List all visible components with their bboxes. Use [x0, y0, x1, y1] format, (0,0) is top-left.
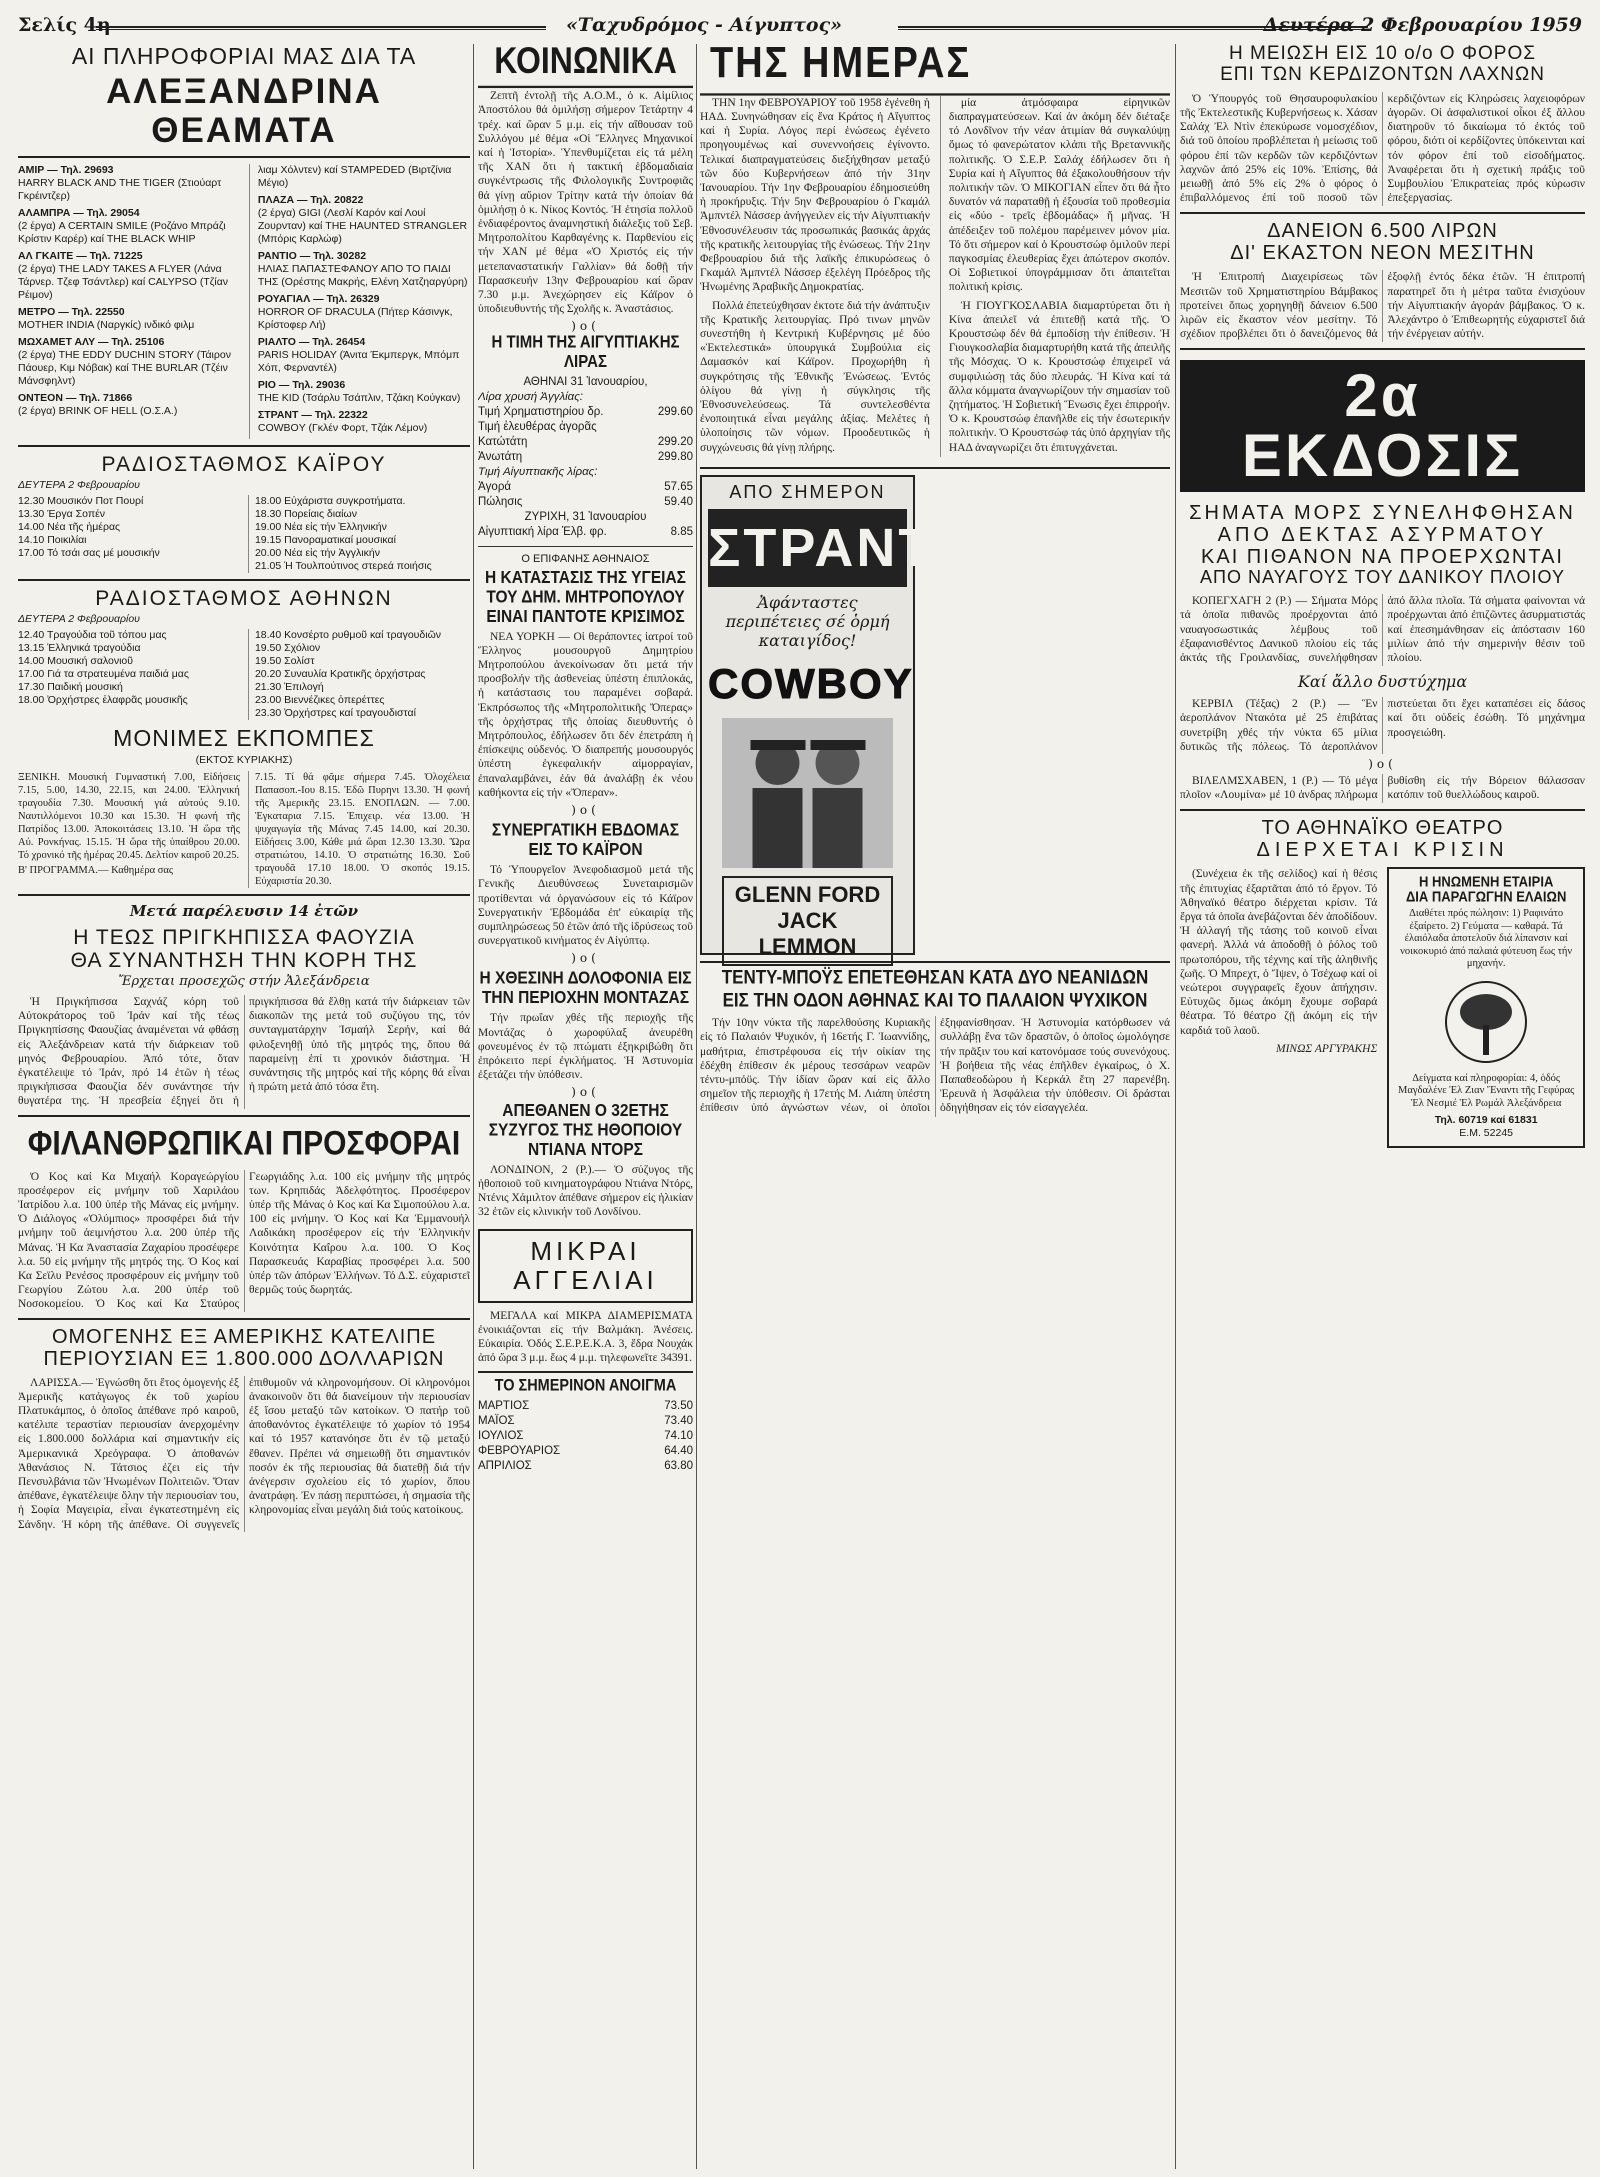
schedule-line: 18.00 Εὐχάριστα συγκροτήματα. — [254, 495, 406, 508]
rates-zurich-row — [478, 525, 693, 540]
teddy-article — [700, 1016, 1170, 1116]
theater-name: ΣΤΡΑΝΤ — Τηλ. 22322 — [257, 409, 368, 422]
classifieds-box — [478, 1229, 693, 1302]
faouzia-subtitle: Ἔρχεται προσεχῶς στήν Ἀλεξάνδρεια — [118, 973, 370, 989]
faouzia-headline-line2: ΘΑ ΣΥΝΑΝΤΗΣΗ ΤΗΝ ΚΟΡΗ ΤΗΣ — [70, 948, 418, 972]
theater-entry — [258, 379, 470, 405]
murder-headline: Η ΧΘΕΣΙΝΗ ΔΟΛΟΦΟΝΙΑ ΕΙΣ ΤΗΝ ΠΕΡΙΟΧΗΝ ΜΟΝΤΑΖΑΣ — [479, 968, 692, 1008]
loan-body: Ἡ Ἐπιτροπή Διαχειρίσεως τῶν Μεσιτῶν τοῦ Χρηματιστηρίου Βάμβακος προτείνει ὅπως χορηγηθῇ δάνειον 6.500 λιρῶν εἰς ἕκαστον νέον μεσίτην. Τό σχέδιον προβλέπει ὅτι ὁ δανειζόμενος θά ἐξοφλῇ ἐντός δέκα ἐτῶν. Ἡ ἐπιτροπή παρατηρεῖ ὅτι ἡ μέτρα ταῦτα ἐνισχύουν τήν Αἰγυπτιακήν ἀγοράν βάμβακος. Ὁ κ. Ἀλεχάντρο ὁ Ἐπιθεωρητής εὐχαριστεῖ διά τήν ἐνέργειαν αὐτήν. — [1180, 271, 1585, 341]
schedule-line: 14.10 Ποικιλίαι — [18, 534, 87, 547]
edition-headline-line3: ΚΑΙ ΠΙΘΑΝΟΝ ΝΑ ΠΡΟΕΡΧΩΝΤΑΙ — [1201, 546, 1564, 569]
rates-zurich-label: Αἰγυπτιακή λίρα Ἑλβ. φρ. — [478, 526, 607, 539]
anoigma-row — [478, 1414, 693, 1429]
classifieds-article — [478, 1309, 693, 1366]
strand-stars — [722, 876, 893, 966]
strand-poster-image — [722, 718, 893, 868]
theater-list-right — [249, 164, 470, 439]
permanent-right: 7.15. Τί θά φᾶμε σήμερα 7.45. Ὀλοχέλεια Παπασοπ.-Ιου 8.15. Ἐδῶ Πυρηνι 13.30. Ἡ φωνή τῆς Ἀμερικῆς 23.15. ΕΝΟΠΛΩΝ. — 7.00. Ἐγκαταρια 7.15. Ἐπιχειρ. νέα 13.00. Ἡ ψυχαγωγία τῆς Μάνας 7.45 14.00, καί 20.30. Εἰδήσεις 3.00, Κάθε μιά ὥραι 12.30 13.30. Ὥρα στρατιώτου, 14.10. Ὁ στρατιώτης 16.30. Σοῦ τραγουδᾶ 17.10 18.00. Ὁ σκοπός 19.15. Εὐχαριστία 20.30. — [248, 771, 470, 888]
strand-film-title: COWBOY — [708, 659, 914, 707]
theater-entry — [18, 306, 239, 332]
anoigma-row-value: 64.40 — [664, 1445, 693, 1458]
egypt-rate-row-label: Ἀγορά — [478, 481, 512, 494]
tis-imeras-para-1: ΤΗΝ 1ην ΦΕΒΡΟΥΑΡΙΟΥ τοῦ 1958 ἐγένεθη ἡ ΗΑΔ. Συνηνώθησαν εἰς ἕνα Κράτος ἡ Αἴγυπτος καί ἡ Συρία. Λόγος περί ἑνώσεως ἐγένετο προηγουμένως καί συνεννοήσεις ἐγίνοντο. Τελικαί διαπραγματεύσεις διεξήχθησαν μεταξύ τῶν δύο Κυβερνήσεων ἀπό τήν 31ην Ἰανουαρίου. Τήν 1ην Φεβρουαρίου ἐδημοσιεύθη ἡ προκήρυξις. Τήν 5ην Φεβρουαρίου ὁ Γκαμάλ Ἀμπντέλ Νάσσερ ἀνήγγειλεν εἰς τήν Αἰγυπτιακήν Ἐθνοσυνέλευσιν τάς προσωπικάς βασικάς ἀρχάς τῆς κρατικῆς λειτουργίας τῆς ἑνώσεως. Τήν 21ην Φεβρουαρίου διά τῆς λαϊκῆς ἐπικυρώσεως ὁ Γκαμάλ Ἀμπντέλ Νάσσερ ἐξελέγη Πρόεδρος τῆς Ἡνωμένης Ἀραβικῆς Δημοκρατίας. — [700, 96, 930, 294]
theater-entry — [258, 164, 470, 190]
theater-entry — [18, 392, 239, 418]
rate-row-label: Τιμή ἐλευθέρας ἀγορᾶς — [478, 421, 597, 434]
theater-name: ΜΩΧΑΜΕΤ ΑΛΥ — Τηλ. 25106 — [18, 336, 165, 349]
theater-name: ΡΑΝΤΙΟ — Τηλ. 30282 — [257, 250, 367, 263]
loan-headline-line2: ΔΙ' ΕΚΑΣΤΟΝ ΝΕΟΝ ΜΕΣΙΤΗΝ — [1230, 242, 1535, 265]
schedule-line: 14.00 Νέα τῆς ἡμέρας — [18, 521, 121, 534]
mitropoulos-headline: Η ΚΑΤΑΣΤΑΣΙΣ ΤΗΣ ΥΓΕΙΑΣ ΤΟΥ ΔΗΜ. ΜΗΤΡΟΠΟΥΛΟΥ ΕΙΝΑΙ ΠΑΝΤΟΤΕ ΚΡΙΣΙΜΟΣ — [485, 568, 686, 628]
rate-row-value: 299.20 — [657, 436, 693, 449]
schedule-line: 17.00 Τό τσάι σας μέ μουσικήν — [18, 547, 160, 560]
cooperation-article — [478, 863, 693, 948]
edition-article-1 — [1180, 594, 1585, 666]
rate-row — [478, 435, 693, 450]
strand-star: JACK LEMMON — [758, 907, 857, 959]
schedule-line: 21.30 Ἐπιλογή — [254, 681, 324, 694]
theater-program: (2 έργα) THE EDDY DUCHIN STORY (Τάιρον Πάουερ, Κιμ Νόβακ) καί THE BURLAR (Τζέιν Μάνσφηλντ) — [18, 349, 231, 388]
permanent-second-program: Β' ΠΡΟΓΡΑΜΜΑ.— Καθημέρα σας — [18, 864, 174, 876]
column-3-right-spacer — [925, 475, 1170, 955]
theater-program: HORROR OF DRACULA (Πήτερ Κάσινγκ, Κρίστοφερ Λή) — [257, 306, 453, 332]
rates-athens: ΑΘΗΝΑΙ 31 Ἰανουαρίου, — [523, 376, 648, 389]
omogenis-headline-line2: ΠΕΡΙΟΥΣΙΑΝ ΕΞ 1.800.000 ΔΟΛΛΑΡΙΩΝ — [43, 1347, 445, 1370]
schedule-line: 19.00 Νέα εἰς τήν Ἑλληνικήν — [254, 521, 387, 534]
faouzia-kicker: Μετά παρέλευσιν 14 ἐτῶν — [129, 901, 359, 920]
theater-entry — [258, 194, 470, 246]
omogenis-article — [18, 1376, 470, 1532]
schedule-line: 23.30 Ὀρχήστρες καί τραγουδισταί — [254, 707, 416, 720]
theater-program: λιαμ Χόλντεν) καί STAMPEDED (Βιρτζίνια Μέγιο) — [257, 164, 452, 190]
strand-tagline: Ἀφάνταστες περιπέτειες σέ ὁρμή καταιγίδος! — [725, 592, 890, 650]
theater-name: ΡΙΑΛΤΟ — Τηλ. 26454 — [257, 336, 366, 349]
strand-star: GLENN FORD — [734, 881, 881, 907]
loan-article — [1180, 270, 1585, 342]
anoigma-row-label: ΜΑΡΤΙΟΣ — [478, 1400, 530, 1413]
theater-entry — [258, 336, 470, 375]
anoigma-row-label: ΜΑΪΟΣ — [478, 1415, 515, 1428]
masthead-rule-left — [96, 26, 546, 30]
anoigma-row — [478, 1399, 693, 1414]
egypt-rate-rows — [478, 480, 693, 510]
theater-entry — [18, 250, 239, 302]
edition-body-3: ΒΙΛΕΛΜΣΧΑΒΕΝ, 1 (Ρ.) — Τό μέγα πλοῖον «Λουμίνα» μέ 10 ἀνδρας πλήρωμα βυθίσθη εἰς τήν Βόρειον θάλασσαν κατόπιν τοῦ θυελλώδους καιροῦ. — [1180, 775, 1585, 802]
anoigma-row-value: 63.80 — [664, 1460, 693, 1473]
rates-rows — [478, 405, 693, 465]
loan-headline-line1: ΔΑΝΕΙΟΝ 6.500 ΛΙΡΩΝ — [1267, 220, 1498, 243]
cowboy-figures-icon — [722, 718, 893, 868]
tax-article — [1180, 92, 1585, 207]
theater-program: ΗΛΙΑΣ ΠΑΠΑΣΤΕΦΑΝΟΥ ΑΠΟ ΤΟ ΠΑΙΔΙ ΤΗΣ (Ορέστης Μακρής, Ελένη Χατζηαργύρη) — [257, 263, 468, 289]
faouzia-body: Ἡ Πριγκήπισσα Σαχνάζ κόρη τοῦ Αὐτοκράτορος τοῦ Ἰράν καί τῆς τέως Πριγκηπίσσης Φαουζίας ἀναμένεται νά φθάσῃ εἰς Ἀλεξάνδρειαν κατά τήν διάρκειαν τοῦ μηνός Φεβρουαρίου. Ἀπό τότε, ὅταν ἐγκατέλειψε τό Ἰράν, πρό 14 ἐτῶν ἡ τέως πριγκήπισσα Φαουζία δέν συνάντησε τήν θυγατέρα της. Ἡ πρεσβεία ἐξηγεί ὅτι ἡ πριγκήπισσα θά ἔλθῃ κατά τήν διάρκειαν τῶν διακοπῶν της μετά τοῦ συζύγου της, τόν συνταγματάρχην Ἰσμαήλ Σερήν, καί θά φιλοξενηθῇ ὑπό τῆς μητρός της, ὅπου θά παραμείνῃ ἐπί τι χρονικόν διάστημα. Ἡ συνάντησις τῆς μητρός καί τῆς κόρης θά εἶναι ἡ πρώτη μετά ἀπό τόσα ἔτη. — [18, 995, 470, 1108]
classifieds-heading-line2: ΑΓΓΕΛΙΑΙ — [513, 1264, 658, 1295]
schedule-line: 18.00 Ὀρχήστρες ἐλαφρᾶς μουσικῆς — [18, 694, 188, 707]
theatre-body: (Συνέχεια ἐκ τῆς σελίδος) καί ἡ θέσις τῆς ἐπιτυχίας ἐξαρτᾶται ἀπό τό ἔργον. Τό Ἀθηναϊκό θέατρο διέρχεται κρίσιν. Τά ἔργα τά ὁποῖα ἀνεβάζονται δέν ἀποδίδουν. Ἡ ἀλλαγή τῆς τάσης τοῦ κοινοῦ εἶναι φανερή. Ἀλλά νά ἀποδοθῇ ὁ ῥόλος τοῦ πρωτοπόρου, τῆς τέχνης καί τῆς ἀληθινῆς ζωῆς. Ὁ Μπρεχτ, ὁ Ἴψεν, ὁ Τσέχωφ καί οἱ νεώτεροι συγγραφεῖς ἔχουν ἀπήχησιν. Εὐτυχῶς ὅμως ἀκόμη ἔχουμε σοβαρά θέατρα. Τό θέατρο ζῇ ἀκόμη εἰς τήν καρδιά τοῦ λαοῦ. — [1180, 868, 1378, 1037]
permanent-note: (ΕΚΤΟΣ ΚΥΡΙΑΚΗΣ) — [195, 753, 293, 766]
mitropoulos-body: ΝΕΑ ΥΟΡΚΗ — Οἱ θεράποντες ἰατροί τοῦ Ἕλληνος μουσουργοῦ Δημητρίου Μητροπούλου ἀνεκοίνωσαν ὅτι μετά τήν προσβολήν τῆς ἀσθενείας ὑπέστη ἐπιπλοκάς, ἡ κατάστασις του παραμένει σοβαρά. Ἐκπρόσωπος τῆς «Μητροπολιτικῆς Ὄπερας» τῆς ὀρχήστρας τῆς ὁποίας διευθυντής ὁ Μητρόπουλος, ἐδήλωσεν ὅτι δέν ἐπετράπη ἡ ἐπίσκεψις οὐδενός. Ὁ διαπρεπής μουσουργός ὑπέστη ἐγκεφαλικήν αἱμορραγίαν, ἐπαναλαμβάνει, ἐάν θά ἀναλάβῃ ἐκ νέου καθήκοντα εἰς τήν «Ὄπεραν». — [478, 630, 693, 799]
theater-name: ΟΝΤΕΟΝ — Τηλ. 71866 — [18, 392, 133, 405]
tax-body: Ὁ Ὑπουργός τοῦ Θησαυροφυλακίου τῆς Ἐκτελεστικῆς Κυβερνήσεως κ. Χάσαν Σαλάχ Ἐλ Ντὶν ἐπεκύρωσε νομοσχέδιον, διά τοῦ ὁποίου προβλέπεται ἡ μείωσις τοῦ φόρου ἐπί τῶν κερδῶν τῶν κερδιζόντων λαχνῶν ἀπό 25% εἰς 10%. Ἐπίσης, θά μειωθῇ ἀπό 5% εἰς 2% ὁ φόρος ὁ ἐπιβαλλόμενος ἐπί τοῦ ποσοῦ τῶν κερδιζόντων εἰς Κληρώσεις λαχειοφόρων ἀγορῶν. Οἱ ἀσφαλιστικοί οἶκοι ἐξ ἄλλου διατηροῦν τό δικαίωμα τό ἐκτός τοῦ φόρου, διότι οἱ κερδίζοντες ὑπόκεινται καί τόν φόρον ἐπί τοῦ εἰσοδήματος. Ἀναφέρεται ὅτι ἡ σχετική πράξις τοῦ Συμβουλίου Ἐπικρατείας πρός κύρωσιν ἐπεξεργασίας. — [1180, 92, 1585, 205]
edition-headline-line1: ΣΗΜΑΤΑ ΜΟΡΣ ΣΥΝΕΛΗΦΘΗΣΑΝ — [1189, 502, 1576, 525]
column-divider — [473, 44, 474, 2169]
edition-article-3 — [1180, 774, 1585, 803]
radio-cairo-schedule — [18, 495, 470, 573]
egypt-rate-row — [478, 495, 693, 510]
schedule-line: 20.00 Νέα εἰς τήν Ἀγγλικήν — [254, 547, 380, 560]
theater-name: ΡΙΟ — Τηλ. 29036 — [257, 379, 346, 392]
schedule-line: 21.05 Ἡ Τουλπούτινος στερεά ποιήσις — [254, 560, 432, 573]
schedule-line: 18.40 Κονσέρτο ρυθμοῦ καί τραγουδιῶν — [254, 629, 442, 642]
cooperation-body: Τό Ὑπουργεῖον Ἀνεφοδιασμοῦ μετά τῆς Γενικῆς Διευθύνσεως Συνεταιρισμῶν προτίθενται νά ὀργανώσουν εἰς τό Κάϊρον Συνεργατικήν Ἑβδομάδα ἐπ' εὐκαιρίᾳ τῆς συμπληρώσεως 50 ἐτῶν ἀπό τῆς ἱδρύσεως τοῦ συνεργατικοῦ κινήματος ἐν Αἰγύπτῳ. — [478, 864, 693, 948]
mitropoulos-kicker: Ο ΕΠΙΦΑΝΗΣ ΑΘΗΝΑΙΟΣ — [521, 553, 650, 566]
theater-listings — [18, 164, 470, 439]
anoigma-row — [478, 1444, 693, 1459]
theater-name: ΑΛΑΜΠΡΑ — Τηλ. 29054 — [18, 207, 140, 220]
tis-imeras-heading: ΤΗΣ ΗΜΕΡΑΣ — [700, 44, 1170, 95]
theater-name: ΡΟΥΑΓΙΑΛ — Τηλ. 26329 — [257, 293, 380, 306]
strand-cinema: ΣΤΡΑΝΤ — [708, 509, 907, 587]
newspaper-name: «Ταχυδρόμος - Αίγυπτος» — [566, 14, 843, 36]
theater-list-left — [18, 164, 239, 439]
anoigma-row-label: ΙΟΥΛΙΟΣ — [478, 1430, 524, 1443]
olive-ad-em: Ε.Μ. 52245 — [1459, 1127, 1513, 1140]
schedule-line: 20.20 Συναυλία Κρατικῆς ὀρχήστρας — [254, 668, 426, 681]
murder-body: Τήν πρωΐαν χθές τῆς περιοχῆς τῆς Μοντάζας ὁ χωροφύλαξ ἀνευρέθη φονευμένος ἐν τῷ πτώματι ἐξηκριβώθη ὅτι ἐπρόκειτο περί ἐγκλήματος. Ἡ Ἀστυνομία ἐξετάζει τήν ὑπόθεσιν. — [478, 1012, 693, 1082]
theater-program: PARIS HOLIDAY (Άνιτα Έκμπεργκ, Μπόμπ Χόπ, Φερναντέλ) — [257, 349, 460, 375]
anoigma-row — [478, 1459, 693, 1474]
egypt-rate-row — [478, 480, 693, 495]
schedule-line: 23.00 Βιεννέζικες ὀπερέττες — [254, 694, 385, 707]
rates-sterling: Λίρα χρυσή Ἀγγλίας: — [478, 391, 583, 404]
tis-imeras-columns — [700, 96, 1170, 457]
olive-tree-icon — [1431, 977, 1541, 1067]
anoigma-heading: ΤΟ ΣΗΜΕΡΙΝΟΝ ΑΝΟΙΓΜΑ — [494, 1377, 677, 1396]
edition-article-2 — [1180, 697, 1585, 754]
theater-entry — [258, 250, 470, 289]
theatre-row — [1180, 867, 1585, 1148]
column-4: Η ΜΕΙΩΣΗ ΕΙΣ 10 ο/ο Ο ΦΟΡΟΣ ΕΠΙ ΤΩΝ ΚΕΡΔΙΖΟΝΤΩΝ ΛΑΧΝΩΝ Ὁ Ὑπουργός τοῦ Θησαυροφυλακίου τῆς Ἐκτελεστικῆς Κυβερνήσεως κ. Χάσαν Σαλάχ Ἐλ Ντὶν ἐπεκύρωσε νομοσχέδιον, διά τοῦ ὁποίου προβλέπεται ἡ μείωσις τοῦ φόρου ἐπί τῶν κερδῶν τῶν κερδιζόντων λαχνῶν ἀπό 25% εἰς 10%. Ἐπίσης, θά μειωθῇ ἀπό 5% εἰς 2% ὁ φόρος ὁ ἐπιβαλλόμενος ἐπί τοῦ ποσοῦ τῶν κερδιζόντων εἰς Κληρώσεις λαχειοφόρων ἀγορῶν. Οἱ ἀσφαλιστικοί οἶκοι ἐξ ἄλλου διατηροῦν τό δικαίωμα τό ἐκτός τοῦ φόρου, διότι οἱ κερδίζοντες ὑπόκεινται καί τόν φόρον ἐπί τοῦ εἰσοδήματος. Ἀναφέρεται ὅτι ἡ σχετική πράξις τοῦ Συμβουλίου Ἐπικρατείας πρός κύρωσιν ἐπεξεργασίας. ΔΑΝΕΙΟΝ 6.500 ΛΙΡΩΝ ΔΙ' ΕΚΑΣΤΟΝ ΝΕΟΝ ΜΕΣΙΤΗΝ Ἡ Ἐπιτροπή Διαχειρίσεως τῶν Μεσιτῶν τοῦ Χρηματιστηρίου Βάμβακος προτείνει ὅπως χορηγηθῇ δάνειον 6.500 λιρῶν εἰς ἕκαστον νέον μεσίτην. Τό σχέδιον προβλέπει ὅτι ὁ δανειζόμενος θά ἐξοφλῇ ἐντός δέκα ἐτῶν. Ἡ ἐπιτροπή παρατηρεῖ ὅτι ἡ μέτρα ταῦτα ἐνισχύουν τήν Αἰγυπτιακήν ἀγοράν βάμβακος. Ὁ κ. Ἀλεχάντρο ὁ Ἐπιθεωρητής εὐχαριστεῖ διά τήν ἐνέργειαν αὐτήν. 2α ΕΚΔΟΣΙΣ ΣΗΜΑΤΑ ΜΟΡΣ ΣΥΝΕΛΗΦΘΗΣΑΝ ΑΠΟ ΔΕΚΤΑΣ ΑΣΥΡΜΑΤΟΥ ΚΑΙ ΠΙΘΑΝΟΝ ΝΑ ΠΡΟΕΡΧΩΝΤΑΙ ΑΠΟ ΝΑΥΑΓΟΥΣ ΤΟΥ ΔΑΝΙΚΟΥ ΠΛΟΙΟΥ ΚΟΠΕΓΧΑΓΗ 2 (Ρ.) — Σήματα Μόρς τά ὁποῖα πιθανῶς προέρχονται ἀπό ναυαγοσωστικάς λέμβους τοῦ ἐξαφανισθέντος Δανικοῦ πλοίου εἰς τάς ἀκτάς τῆς Γροιλανδίας, συνελήφθησαν ἀπό ἄλλα πλοῖα. Τά σήματα φαίνονται νά προέρχωνται ἀπό ἐπιζῶντες ἀσυρματιστάς καί ἐπεσημάνθησαν εἰς ἀπόστασιν 160 μιλίων ἀπό τήν σημερινήν θέσιν τοῦ πλοίου. Καί ἄλλο δυστύχημα ΚΕΡΒΙΛ (Τέξας) 2 (Ρ.) — Ἓν ἀεροπλάνον Ντακότα μέ 25 ἐπιβάτας συνετρίβη χθές τήν νύκτα 65 μίλια δυτικῶς τῆς πόλεως. Τό ἀεροπλάνον πιστεύεται ὅτι ἔχει καταπέσει εἰς δάσος καί ὅτι οὐδείς ἐσώθη. Τό μηχάνημα προσγειώθη. )o( ΒΙΛΕΛΜΣΧΑΒΕΝ, 1 (Ρ.) — Τό μέγα πλοῖον «Λουμίνα» μέ 10 ἀνδρας πλήρωμα βυθίσθη εἰς τήν Βόρειον θάλασσαν κατόπιν τοῦ θυελλώδους καιροῦ. ΤΟ ΑΘΗΝΑΪΚΟ ΘΕΑΤΡΟ ΔΙΕΡΧΕΤΑΙ ΚΡΙΣΙΝ (Συνέχεια ἐκ τῆς σελίδος) καί ἡ θέσις τῆς ἐπιτυχίας ἐξαρτᾶται ἀπό τό ἔργον. Τό Ἀθηναϊκό θέατρο διέρχεται κρίσιν. Τά ἔργα τά ὁποῖα ἀνεβάζονται δέν ἀποδίδουν. Ἡ ἀλλαγή τῆς τάσης τοῦ κοινοῦ εἶναι φανερή. Ἀλλά νά ἀποδοθῇ ὁ ῥόλος τοῦ πρωτοπόρου, τῆς τέχνης καί τῆς ἀληθινῆς ζωῆς. Ὁ Μπρεχτ, ὁ Ἴψεν, ὁ Τσέχωφ καί οἱ νεώτεροι συγγραφεῖς ἔχουν ἀπήχησιν. Εὐτυχῶς ὅμως ἀκόμη ἔχουμε σοβαρά θέατρα. Τό θέατρο ζῇ ἀκόμη εἰς τήν καρδιά τοῦ λαοῦ. ΜΙΝΩΣ ΑΡΓΥΡΑΚΗΣ Η ΗΝΩΜΕΝΗ ΕΤΑΙΡΙΑ ΔΙΑ ΠΑΡΑΓΩΓΗΝ ΕΛΑΙΩΝ Διαθέτει πρός πώλησιν: 1) Ραφινάτο ἐξαίρετο. 2) Γεύματα — καθαρά. Τά ἐλαιόλαδα ἀποτελοῦν διά λίπανσιν καί νοικοκυριό ἀπό παλαιά φύτευση ἕως τήν μηχανήν. Δείγματα καί πληροφορίαι: 4, ὁδός Μαγδαλένε Ἐλ Ζιαν Ἔναντι τῆς Γεφύρας Ἑλ Νεσμιέ Ἐλ Ρωμάλ Ἀλεξάνδρεια Τηλ. 60719 καί 61831 Ε.Μ. 52245 — [1180, 44, 1585, 1148]
rate-row-value: 299.60 — [657, 406, 693, 419]
edition-subhead: Καί ἄλλο δυστύχημα — [1297, 672, 1468, 692]
cooperation-headline: ΣΥΝΕΡΓΑΤΙΚΗ ΕΒΔΟΜΑΣ ΕΙΣ ΤΟ ΚΑΪΡΟΝ — [491, 820, 680, 860]
rate-row — [478, 405, 693, 420]
theatre-left — [1180, 867, 1377, 1148]
permanent-heading: ΜΟΝΙΜΕΣ ΕΚΠΟΜΠΕΣ — [113, 725, 375, 752]
theater-program: HARRY BLACK AND THE TIGER (Στιούαρτ Γκρέιντζερ) — [18, 177, 222, 203]
schedule-line: 19.50 Σχόλιον — [254, 642, 321, 655]
page-number: Σελίς 4η — [18, 14, 111, 36]
radio-cairo-left — [18, 495, 240, 573]
theater-name: ΠΛΑΖΑ — Τηλ. 20822 — [257, 194, 364, 207]
anoigma-row-value: 74.10 — [664, 1430, 693, 1443]
egypt-rate-row-value: 57.65 — [664, 481, 693, 494]
theaters-heading-line1: ΑΙ ΠΛΗΡΟΦΟΡΙΑΙ ΜΑΣ ΔΙΑ ΤΑ — [71, 44, 417, 69]
egypt-rate-row-value: 59.40 — [664, 496, 693, 509]
rate-row-label: Κατώτάτη — [478, 436, 528, 449]
theater-entry — [258, 293, 470, 332]
egypt-rate-row-label: Πώλησις — [478, 496, 523, 509]
schedule-line: 18.30 Πορείαις διαίων — [254, 508, 357, 521]
theater-name: ΑΛ ΓΚΑΙΤΕ — Τηλ. 71225 — [18, 250, 143, 263]
column-1 — [18, 44, 470, 1532]
edition-body-2: ΚΕΡΒΙΛ (Τέξας) 2 (Ρ.) — Ἓν ἀεροπλάνον Ντακότα μέ 25 ἐπιβάτας συνετρίβη χθές τήν νύκτα 65 μίλια δυτικῶς τῆς πόλεως. Τό ἀεροπλάνον πιστεύεται ὅτι ἔχει καταπέσει εἰς δάσος καί ὅτι οὐδείς ἐσώθη. Τό μηχάνημα προσγειώθη. — [1180, 698, 1585, 753]
faouzia-headline-line1: Η ΤΕΩΣ ΠΡΙΓΚΗΠΙΣΣΑ ΦΑΟΥΖΙΑ — [73, 925, 415, 949]
schedule-line: 19.50 Σολίστ — [254, 655, 315, 668]
theater-entry — [258, 409, 470, 435]
theater-program: MOTHER INDIA (Ναργκίς) ινδικό φιλμ — [18, 319, 195, 332]
column-3 — [700, 44, 1170, 1117]
theater-program: (2 έργα) BRINK OF HELL (Ο.Σ.Α.) — [18, 405, 178, 418]
anoigma-row-label: ΑΠΡΙΛΙΟΣ — [478, 1460, 532, 1473]
schedule-line: 17.30 Παιδική μουσική — [18, 681, 123, 694]
column-divider — [1175, 44, 1176, 2169]
schedule-line: 12.40 Τραγούδια τοῦ τόπου μας — [18, 629, 167, 642]
schedule-line: 19.15 Πανοραματικαί μουσικαί — [254, 534, 396, 547]
charity-body: Ὁ Κος καί Κα Μιχαήλ Κοραγεώργίου προσέφερον εἰς μνήμην τοῦ Χαριλάου Ἰατρίδου λ.α. 100 ὑπέρ τῆς Μάνας εἰς μνήμην. Ὁ Διάλογος «Ὀλύμπιος» προσφέρει διά τήν μνήμην τοῦ ἀειμνήστου λ.α. 200 ὑπέρ τῆς Μάνας. Ἡ Κα Ἀναστασία Ζαχαρίου προσέφερε λ.α. 50 εἰς μνήμην τῆς μητρός της. Ὁ Κος καί Κα Σεϊλυ Ρενέσος προσφέρουν εἰς μνήμην τοῦ Γεωργίου Ζώτου λ.α. 200 ὑπέρ τοῦ Νοσοκομείου. Ὁ Κος καί Κα Σταύρος Γεωργιάδης λ.α. 100 εἰς μνήμην τῆς μητρός των. Κρηπιδάς Ἀδελφότητος. Προσέφερον ὑπέρ τῆς Μάνας ὁ Κος καί Κα Σιμοπούλου λ.α. 100 εἰς μνήμην. Ὁ Κος καί Κα Ἐμμανουήλ Λαδικάκη προσέφερον εἰς τήν Ἑλληνικήν Κοινότητα Καΐρου λ.α. 100. Ὁ Κος Παρασκευάς Καραβίας προσφέρει λ.α. 500 ὑπέρ τῶν ἀπόρων Ἑλλήνων. Τό Δ.Σ. εὐχαριστεῖ θερμῶς τούς δωρητάς. — [18, 1170, 470, 1311]
theatre-headline-line2: ΔΙΕΡΧΕΤΑΙ ΚΡΙΣΙΝ — [1256, 839, 1509, 862]
radio-athens-day: ΔΕΥΤΕΡΑ 2 Φεβρουαρίου — [18, 613, 140, 626]
masthead — [18, 8, 1582, 42]
teddy-body: Τήν 10ην νύκτα τῆς παρελθούσης Κυριακῆς εἰς τό Παλαιόν Ψυχικόν, ἡ 16ετής Γ. Ἰωαννίδης, μαθήτρια, ἐπιστρέφουσα εἰς τήν οἰκίαν της ἐδέχθη ἐπίθεσιν ἐκ μέρους τεσσάρων νεαρῶν τέντυ-μπόϋς. Τήν ἰδίαν ὥραν καί εἰς ἄλλο σημεῖον τῆς περιοχῆς ἡ 17ετής Μ. Λιάπη ὑπέστη ἐπίθεσιν ὑπό ἀγνώστων νέων, οἱ ὁποῖοι ἐξηφανίσθησαν. Ἡ Ἀστυνομία κατόρθωσεν νά συλλάβῃ ἕνα τῶν δραστῶν, ὁ ὁποῖος ὡμολόγησε τήν πρᾶξιν του καί κατονόμασε τούς συνενόχους. Ἡ βοήθεια τῆς νέας ἐπῆλθεν ἐγκαίρως, ὁ Χ. Παπαθεοδώρου ἡ Κερκάλ ἔτη 27 παρενέβη. Ἐρευνᾶ ἡ Ἀσφάλεια τήν ὑπόθεσιν. Οἱ δράσται ὁδηγήθησαν εἰς τόν εἰσαγγελέα. — [700, 1017, 1170, 1115]
theater-program: COWBOY (Γκλέν Φορτ, Τζάκ Λέμον) — [257, 422, 428, 435]
schedule-line: 17.00 Γιά τα στρατευμένα παιδιά μας — [18, 668, 189, 681]
radio-cairo-heading: ΡΑΔΙΟΣΤΑΘΜΟΣ ΚΑΪΡΟΥ — [101, 453, 387, 477]
anoigma-row-value: 73.50 — [664, 1400, 693, 1413]
rates-table — [478, 375, 693, 540]
rate-row-value: 299.80 — [657, 451, 693, 464]
dors-headline: ΑΠΕΘΑΝΕΝ Ο 32ΕΤΗΣ ΣΥΖΥΓΟΣ ΤΗΣ ΗΘΟΠΟΙΟΥ ΝΤΙΑΝΑ ΝΤΟΡΣ — [488, 1101, 683, 1161]
schedule-line: 12.30 Μουσικόν Ποτ Πουρί — [18, 495, 144, 508]
charity-article — [18, 1170, 470, 1312]
permanent-schedule — [18, 771, 470, 888]
rate-row — [478, 450, 693, 465]
theatre-author: ΜΙΝΩΣ ΑΡΓΥΡΑΚΗΣ — [1276, 1042, 1378, 1055]
koinonika-body: Ζεπτῆ ἐντολῇ τῆς Α.Ο.Μ., ὁ κ. Αἰμίλιος Ἀποστόλου θά ὁμιλήσῃ σήμερον Τετάρτην 4 τρέχ. καί ὥραν 5 μ.μ. εἰς τήν αἴθουσαν τοῦ Συλλόγου μέ θέμα «Οἱ Ἕλληνες Μηχανικοί καί ἡ Ἱστορία». Ὑπενθυμίζεται εἰς τά μέλη τῆς ΧΑΝ ὅτι ἡ τακτική ἑβδομαδιαία συγκέντρωσις τῆς Φιλολογικῆς Συντροφιᾶς θά γίνῃ αὔριον Τρίτην κατά τήν ὁποίαν θά ὁμιλήσῃ ὁ κ. Νίκος Κοντός. Ἡ ἐτησία πολλοῦ ἐνδιαφέροντος ἀναμνηστική διάλεξις τοῦ Σεβ. Μητροπολίτου Καρθαγένης κ. Παρθενίου εἰς τήν ΧΑΝ μέ θέμα «Ὁ Χριστός εἰς τήν μετεπαναστατικήν Γαλλίαν» θά δοθῇ τήν Παρασκευήν 13ην Φεβρουαρίου καί ὥραν 7.30 μ.μ. Ἀνεχώρησεν εἰς Κάϊρον ὁ ὑποδιευθυντής τῆς Σχολῆς κ. Ἀναστάσιος. — [478, 90, 693, 316]
rates-egypt-heading: Τιμή Αἰγυπτιακῆς λίρας: — [478, 466, 598, 479]
theater-program: (2 έργα) THE LADY TAKES A FLYER (Λάνα Τάρνερ. Τζεφ Τσάντλερ) καί CALYPSO (Τζίαν Ρέιμον) — [18, 263, 229, 302]
anoigma-row-label: ΦΕΒΡΟΥΑΡΙΟΣ — [478, 1445, 561, 1458]
theater-name: ΑΜΙΡ — Τηλ. 29693 — [18, 164, 114, 177]
theater-program: (2 έργα) A CERTAIN SMILE (Ροζάνο Μπράζι Κρίστιν Καρέρ) καί THE BLACK WHIP — [18, 220, 226, 246]
radio-athens-heading: ΡΑΔΙΟΣΤΑΘΜΟΣ ΑΘΗΝΩΝ — [95, 587, 393, 611]
classifieds-heading-line1: ΜΙΚΡΑΙ — [530, 1236, 641, 1267]
radio-cairo-day: ΔΕΥΤΕΡΑ 2 Φεβρουαρίου — [18, 479, 140, 492]
radio-athens-schedule — [18, 629, 470, 720]
koinonika-heading: ΚΟΙΝΩΝΙΚΑ — [478, 44, 693, 88]
olive-ad-contact: Δείγματα καί πληροφορίαι: 4, ὁδός Μαγδαλένε Ἐλ Ζιαν Ἔναντι τῆς Γεφύρας Ἑλ Νεσμιέ Ἐλ Ρωμάλ Ἀλεξάνδρεια — [1398, 1072, 1575, 1109]
tis-imeras-left — [700, 96, 930, 457]
charity-headline: ΦΙΛΑΝΘΡΩΠΙΚΑΙ ΠΡΟΣΦΟΡΑΙ — [27, 1124, 461, 1163]
rate-row-label: Ἀνωτάτη — [478, 451, 523, 464]
strand-kicker: ΑΠΟ ΣΗΜΕΡΟΝ — [729, 481, 886, 502]
theater-name: ΜΕΤΡΟ — Τηλ. 22550 — [18, 306, 125, 319]
edition-banner — [1180, 360, 1585, 492]
edition-headline-line4: ΑΠΟ ΝΑΥΑΓΟΥΣ ΤΟΥ ΔΑΝΙΚΟΥ ΠΛΟΙΟΥ — [1200, 567, 1565, 588]
rates-heading: Η ΤΙΜΗ ΤΗΣ ΑΙΓΥΠΤΙΑΚΗΣ ΛΙΡΑΣ — [491, 332, 680, 372]
permanent-left-text: ΞΕΝΙΚΗ. Μουσική Γυμναστική 7.00, Εἰδήσεις 7.15, 5.00, 14.30, 22.15, και 24.00. Ἑλληνική τραγουδία 7.30. Μουσική γιά αὐτούς 9.10. Ναυτιλλόμενοι 10.30 και 15.30. Ἡ φωνή τῆς Πατρίδος 13.00. Ἀποκοιτάσεις 13.10. Ἡ ὥρα τῆς Αὐ. Ρονκήνας. 15.15. Ἡ ὥρα τῆς ὑπαίθρου 20.00. Τό χρονικό τῆς ἡμέρας 20.45. Δελτίον καιροῦ 20.25. — [18, 771, 240, 861]
column-divider — [696, 44, 697, 2169]
mitropoulos-article — [478, 630, 693, 800]
anoigma-row — [478, 1429, 693, 1444]
olive-ad-body: Διαθέτει πρός πώλησιν: 1) Ραφινάτο ἐξαίρετο. 2) Γεύματα — καθαρά. Τά ἐλαιόλαδα ἀποτελοῦν διά λίπανσιν καί νοικοκυριό ἀπό παλαιά φύτευση ἕως τήν μηχανήν. — [1400, 908, 1573, 970]
radio-athens-right — [248, 629, 470, 720]
tis-imeras-para-4: Ἡ ΓΙΟΥΓΚΟΣΛΑΒΙΑ διαμαρτύρεται ὅτι ἡ Κίνα ἀπειλεῖ νά ἐπιτεθῇ κατά τῆς. Ὁ Κρουστσώφ δέν θά ἐμποδίσῃ τήν ἐπίθεσιν. Ἡ Γιουγκοσλαβία διαμαρτυρήθη κατά τῆς ἀπειλῆς τῆς Μόσχας. Ὁ κ. Κρουστσώφ ἐπιχειρεῖ νά συμφιλιώσῃ τάς δύο πλευράς. Ἡ Κίνα καί τά ἄλλα κόμματα ἀναγνωρίζουν τήν σημασίαν τοῦ ζητήματος. Ἡ Σοβιετική Ἕνωσις ἔχει ἐπιρροήν. Ὁ κ. Κρουστσώφ ἐπανῆλθε εἰς τήν ἐσωτερικήν πολιτικήν. Ὁ Κρουστσώφ τάς ὑπό ἀρχηγίαν τῆς ΗΑΔ ἀναγνωρίζει ὅτι ἐπιτυγχάνεται. — [948, 299, 1170, 454]
schedule-line: 13.15 Ἑλληνικά τραγούδια — [18, 642, 141, 655]
olive-oil-ad[interactable] — [1387, 867, 1585, 1148]
strand-ad[interactable] — [700, 475, 935, 959]
tax-headline-line1: Η ΜΕΙΩΣΗ ΕΙΣ 10 ο/ο Ο ΦΟΡΟΣ — [1229, 44, 1536, 64]
omogenis-headline-line1: ΟΜΟΓΕΝΗΣ ΕΞ ΑΜΕΡΙΚΗΣ ΚΑΤΕΛΙΠΕ — [51, 1325, 437, 1348]
tis-imeras-para-2: Πολλά ἐπετεύχθησαν ἐκτοτε διά τήν ἀνάπτυξιν τῆς Κρατικῆς λειτουργίας. Πρό τινων μηνῶν συνεστήθη ἡ Κεντρική Κυβέρνησις μέ δύο «Ἐκτελεστικά» ὑπουργικά Συμβούλια εἰς Δαμασκόν καί Κάϊρον. Προχωρήθη ἡ συγκρότησις τῆς Ἐθνικῆς Ἐνώσεως. Ἐντός ὀλίγου θά γίνῃ ἡ σύγκλησις τῆς Ἐθνοσυνελεύσεως. Τά συντελεσθέντα ἐνοποιητικά εἶναι μεγάλης ἀξίας. Μελέτες ἡ ὑλοποίησις τῶν νόμων. Προοδευτικῶς ἡ συγχώνευσις θά γίνῃ πλήρης. — [700, 299, 930, 454]
column-2: ΚΟΙΝΩΝΙΚΑ Ζεπτῆ ἐντολῇ τῆς Α.Ο.Μ., ὁ κ. Αἰμίλιος Ἀποστόλου θά ὁμιλήσῃ σήμερον Τετάρτην 4 τρέχ. καί ὥραν 5 μ.μ. εἰς τήν αἴθουσαν τοῦ Συλλόγου μέ θέμα «Οἱ Ἕλληνες Μηχανικοί καί ἡ Ἱστορία». Ὑπενθυμίζεται εἰς τά μέλη τῆς ΧΑΝ ὅτι ἡ τακτική ἑβδομαδιαία συγκέντρωσις τῆς Φιλολογικῆς Συντροφιᾶς θά γίνῃ αὔριον Τρίτην κατά τήν ὁποίαν θά ὁμιλήσῃ ὁ κ. Νίκος Κοντός. Ἡ ἐτησία πολλοῦ ἐνδιαφέροντος ἀναμνηστική διάλεξις τοῦ Σεβ. Μητροπολίτου Καρθαγένης κ. Παρθενίου εἰς τήν ΧΑΝ μέ θέμα «Ὁ Χριστός εἰς τήν μετεπαναστατικήν Γαλλίαν» θά δοθῇ τήν Παρασκευήν 13ην Φεβρουαρίου καί ὥραν 7.30 μ.μ. Ἀνεχώρησεν εἰς Κάϊρον ὁ ὑποδιευθυντής τῆς Σχολῆς κ. Ἀναστάσιος. )o( Η ΤΙΜΗ ΤΗΣ ΑΙΓΥΠΤΙΑΚΗΣ ΛΙΡΑΣ ΑΘΗΝΑΙ 31 Ἰανουαρίου, Λίρα χρυσή Ἀγγλίας: Τιμή Χρηματιστηρίου δρ. 299.60 Τιμή ἐλευθέρας ἀγορᾶς Κατώτάτη 299.20 Ἀνωτάτη 299.80 Τιμή Αἰγυπτιακῆς λίρας: Ἀγορά 57.65 Πώλησις 59.40 ΖΥΡΙΧΗ, 31 Ἰανουαρίου Αἰγυπτιακή λίρα Ἑλβ. φρ. 8.85 Ο ΕΠΙΦΑΝΗΣ ΑΘΗΝΑΙΟΣ Η ΚΑΤΑΣΤΑΣΙΣ ΤΗΣ ΥΓΕΙΑΣ ΤΟΥ ΔΗΜ. ΜΗΤΡΟΠΟΥΛΟΥ ΕΙΝΑΙ ΠΑΝΤΟΤΕ ΚΡΙΣΙΜΟΣ ΝΕΑ ΥΟΡΚΗ — Οἱ θεράποντες ἰατροί τοῦ Ἕλληνος μουσουργοῦ Δημητρίου Μητροπούλου ἀνεκοίνωσαν ὅτι μετά τήν προσβολήν τῆς ἀσθενείας ὑπέστη ἐπιπλοκάς, ἡ κατάστασις του παραμένει σοβαρά. Ἐκπρόσωπος τῆς «Μητροπολιτικῆς Ὄπερας» τῆς ὀρχήστρας τῆς ὁποίας διευθυντής ὁ Μητρόπουλος, ἐδήλωσεν ὅτι δέν ἐπετράπη ἡ ἐπίσκεψις οὐδενός. Ὁ διαπρεπής μουσουργός ὑπέστη ἐγκεφαλικήν αἱμορραγίαν, ἐπαναλαμβάνει, ἐάν θά ἀναλάβῃ ἐκ νέου καθήκοντα εἰς τήν «Ὄπεραν». )o( ΣΥΝΕΡΓΑΤΙΚΗ ΕΒΔΟΜΑΣ ΕΙΣ ΤΟ ΚΑΪΡΟΝ Τό Ὑπουργεῖον Ἀνεφοδιασμοῦ μετά τῆς Γενικῆς Διευθύνσεως Συνεταιρισμῶν προτίθενται νά ὀργανώσουν εἰς τό Κάϊρον Συνεργατικήν Ἑβδομάδα ἐπ' εὐκαιρίᾳ τῆς συμπληρώσεως 50 ἐτῶν ἀπό τῆς ἱδρύσεως τοῦ συνεργατικοῦ κινήματος ἐν Αἰγύπτῳ. )o( Η ΧΘΕΣΙΝΗ ΔΟΛΟΦΟΝΙΑ ΕΙΣ ΤΗΝ ΠΕΡΙΟΧΗΝ ΜΟΝΤΑΖΑΣ Τήν πρωΐαν χθές τῆς περιοχῆς τῆς Μοντάζας ὁ χωροφύλαξ ἀνευρέθη φονευμένος ἐν τῷ πτώματι ἐξηκριβώθη ὅτι ἐπρόκειτο περί ἐγκλήματος. Ἡ Ἀστυνομία ἐξετάζει τήν ὑπόθεσιν. )o( ΑΠΕΘΑΝΕΝ Ο 32ΕΤΗΣ ΣΥΖΥΓΟΣ ΤΗΣ ΗΘΟΠΟΙΟΥ ΝΤΙΑΝΑ ΝΤΟΡΣ ΛΟΝΔΙΝΟΝ, 2 (Ρ.).— Ὁ σύζυγος τῆς ἠθοποιοῦ τοῦ κινηματογράφου Ντιάνα Ντόρς, Ντένις Χάμιλτον ἀπέθανε σήμερον εἰς ἡλικίαν 32 ἐτῶν εἰς κλινικήν τοῦ Λονδίνου. ΜΙΚΡΑΙ ΑΓΓΕΛΙΑΙ ΜΕΓΑΛΑ καί ΜΙΚΡΑ ΔΙΑΜΕΡΙΣΜΑΤΑ ἐνοικιάζονται εἰς τήν Βαλμάκη. Ἀνέσεις. Εὐκαιρία. Ὁδός Σ.Ε.Ρ.Ε.Κ.Α. 3, ἔδρα Νουχάκ ἀπό ὥρα 3 μ.μ. ἔως 4 μ.μ. τηλεφωνεῖτε 34391. ΤΟ ΣΗΜΕΡΙΝΟΝ ΑΝΟΙΓΜΑ ΜΑΡΤΙΟΣ 73.50 ΜΑΪΟΣ 73.40 ΙΟΥΛΙΟΣ 74.10 ΦΕΒΡΟΥΑΡΙΟΣ 64.40 ΑΠΡΙΛΙΟΣ 63.80 — [478, 44, 693, 1474]
strand-row — [700, 475, 1170, 959]
radio-cairo-right — [248, 495, 470, 573]
permanent-left — [18, 771, 240, 888]
teddy-headline-line2: ΕΙΣ ΤΗΝ ΟΔΟΝ ΑΘΗΝΑΣ ΚΑΙ ΤΟ ΠΑΛΑΙΟΝ ΨΥΧΙΚΟΝ — [722, 989, 1148, 1011]
radio-athens-left — [18, 629, 240, 720]
theater-entry — [18, 207, 239, 246]
theater-program: THE KID (Τσάρλυ Τσάπλιν, Τζάκη Κούγκαν) — [257, 392, 461, 405]
rates-zurich-value: 8.85 — [670, 526, 693, 539]
edition-headline-line2: ΑΠΟ ΔΕΚΤΑΣ ΑΣΥΡΜΑΤΟΥ — [1217, 524, 1548, 547]
tax-headline-line2: ΕΠΙ ΤΩΝ ΚΕΡΔΙΖΟΝΤΩΝ ΛΑΧΝΩΝ — [1220, 63, 1545, 85]
dors-article — [478, 1163, 693, 1220]
tis-imeras-para-3: μία ἀτμόσφαιρα εἰρηνικῶν διαπραγματεύσεων. Καί ἀν ἀκόμη δέν διέταξε τό Λονδῖνον τήν νέαν ἀτιμίαν θά συγκαλύψῃ ὅμως τό φανερώτατον κλάπι τῆς Βρεταννικῆς πολιτικῆς. Ὁ Σ.Ε.Ρ. Σαλάχ ἐδήλωσεν ὅτι ἡ Συρία καί ἡ Αἴγυπτος θά ἐξακολουθήσουν τήν πολιτικήν τῶν. Ὁ ΜΙΚΟΓΙΑΝ εἶπεν ὅτι θά ἦτο δυνατόν νά παραταθῇ ἡ ἐξουσία τοῦ προθεσμία εἰς «δύο - τρεῖς ἑβδομάδας» ἤ μῆνας. Ἡ ἀπέδειξεν τοῦ πολέμου παρέμεινεν μόνον μία. Τό ὅτι σήμερον καί ὁ Κρουστσώφ ὁμιλοῦν περί παγκοσμίας ἐλευθερίας ἔχει ἀπώτερον σκοπόν. Οἱ Σοβιετικοί ὑπογράμμισαν ὅτι ἀπαιτεῖται πολιτική κρίσις. — [948, 96, 1170, 294]
omogenis-body: ΛΑΡΙΣΣΑ.— Ἐγνώσθη ὅτι ἔτος ὁμογενής ἐξ Ἀμερικῆς κατάγωγος ἐκ τοῦ χωρίου Πλατυκάμπος, ὁ ὁποῖος ἀπέθανε πρό καιροῦ, κατέλιπε τεραστίαν περιουσίαν ἀνερχομένην εἰς 1.800.000 δολλάρια καί σημαντικήν εἰς Ἀμερικανικά Χρεόγραφα. Ὁ ἀποθανών Ἀθανάσιος Ν. Τάτσιος ἐζει εἰς τήν Πενσυλβάνια τῶν Ἡνωμένων Πολιτειῶν. Ὅταν ἀπέθανε, ἐγκατέλειψε ὅλην τήν περιουσίαν του, ἡ Σοφία Μαγειρία, εἶναι ἐγκατεστημένη εἰς Σάνδην. Ἡ κόρη τῆς ἀπέθανε. Οἱ συγγενεῖς ἐπιθυμοῦν νά κληρονομήσουν. Οἱ κληρονόμοι ἀνακοινοῦν ὅτι θά διανείμουν τήν περιουσίαν ἐξ ἴσου μεταξύ τῶν κατοίκων. Ὁ πατήρ τοῦ ἀποθανόντος ἐγκατέλειψε τό χωρίον τό 1954 καί τό 1957 κατανόησε ὅτι ἐν τῷ μεταξύ ἔθανεν. Πρέπει νά σημειωθῇ ὅτι σημαντικόν ποσόν ἐκ τῆς περιουσίας θά διατεθῇ διά τήν ἀνέγερσιν σχολείου εἰς τό χωρίον, ὅπου ἀνατράφη. Ἐν πάσῃ περιπτώσει, ἡ σημασία τῆς κληρονομίας εἶναι μεγάλη διά τούς κατοίκους. — [18, 1376, 470, 1531]
anoigma-table — [478, 1399, 693, 1474]
rates-zurich-heading: ΖΥΡΙΧΗ, 31 Ἰανουαρίου — [524, 511, 647, 524]
issue-date: Δευτέρα 2 Φεβρουαρίου 1959 — [1263, 14, 1582, 36]
faouzia-article — [18, 995, 470, 1109]
olive-ad-title-line2: ΔΙΑ ΠΑΡΑΓΩΓΗΝ ΕΛΑΙΩΝ — [1405, 887, 1567, 905]
olive-ad-title-line1: Η ΗΝΩΜΕΝΗ ΕΤΑΙΡΙΑ — [1418, 873, 1554, 891]
theater-program: (2 έργα) GIGI (Λεσλί Καρόν καί Λουί Ζουρνταν) καί THE HAUNTED STRANGLER (Μπόρις Καρλώφ) — [257, 207, 468, 246]
separator-ornament: )o( — [571, 319, 600, 334]
schedule-line: 13.30 Έργα Σοπέν — [18, 508, 105, 521]
murder-article — [478, 1011, 693, 1082]
edition-body-1: ΚΟΠΕΓΧΑΓΗ 2 (Ρ.) — Σήματα Μόρς τά ὁποῖα πιθανῶς προέρχονται ἀπό ναυαγοσωστικάς λέμβους τοῦ ἐξαφανισθέντος Δανικοῦ πλοίου εἰς τάς ἀκτάς τῆς Γροιλανδίας, συνελήφθησαν ἀπό ἄλλα πλοῖα. Τά σήματα φαίνονται νά προέρχωνται ἀπό ἐπιζῶντες ἀσυρματιστάς καί ἐπεσημάνθησαν εἰς ἀπόστασιν 160 μιλίων ἀπό τήν σημερινήν θέσιν τοῦ πλοίου. — [1180, 595, 1585, 665]
edition-title: 2α ΕΚΔΟΣΙΣ — [1180, 360, 1585, 492]
rate-row-label: Τιμή Χρηματιστηρίου δρ. — [478, 406, 604, 419]
classifieds-body: ΜΕΓΑΛΑ καί ΜΙΚΡΑ ΔΙΑΜΕΡΙΣΜΑΤΑ ἐνοικιάζονται εἰς τήν Βαλμάκη. Ἀνέσεις. Εὐκαιρία. Ὁδός Σ.Ε.Ρ.Ε.Κ.Α. 3, ἔδρα Νουχάκ ἀπό ὥρα 3 μ.μ. ἔως 4 μ.μ. τηλεφωνεῖτε 34391. — [478, 1309, 693, 1365]
theater-entry — [18, 164, 239, 203]
theater-entry — [18, 336, 239, 388]
teddy-headline-line1: ΤΕΝΤΥ-ΜΠΟΫΣ ΕΠΕΤΕΘΗΣΑΝ ΚΑΤΑ ΔΥΟ ΝΕΑΝΙΔΩΝ — [721, 966, 1149, 989]
rate-row — [478, 420, 693, 435]
theaters-heading-line2: ΑΛΕΞΑΝΔΡΙΝΑ ΘΕΑΜΑΤΑ — [106, 72, 382, 150]
anoigma-row-value: 73.40 — [664, 1415, 693, 1428]
tis-imeras-right — [940, 96, 1170, 457]
theatre-headline-line1: ΤΟ ΑΘΗΝΑΪΚΟ ΘΕΑΤΡΟ — [1261, 817, 1504, 840]
olive-ad-phone: Τηλ. 60719 καί 61831 — [1434, 1114, 1538, 1127]
schedule-line: 14.00 Μουσική σαλονιοῦ — [18, 655, 133, 668]
dors-body: ΛΟΝΔΙΝΟΝ, 2 (Ρ.).— Ὁ σύζυγος τῆς ἠθοποιοῦ τοῦ κινηματογράφου Ντιάνα Ντόρς, Ντένις Χάμιλτον ἀπέθανε σήμερον εἰς ἡλικίαν 32 ἐτῶν εἰς κλινικήν τοῦ Λονδίνου. — [478, 1163, 693, 1219]
koinonika-article — [478, 89, 693, 316]
